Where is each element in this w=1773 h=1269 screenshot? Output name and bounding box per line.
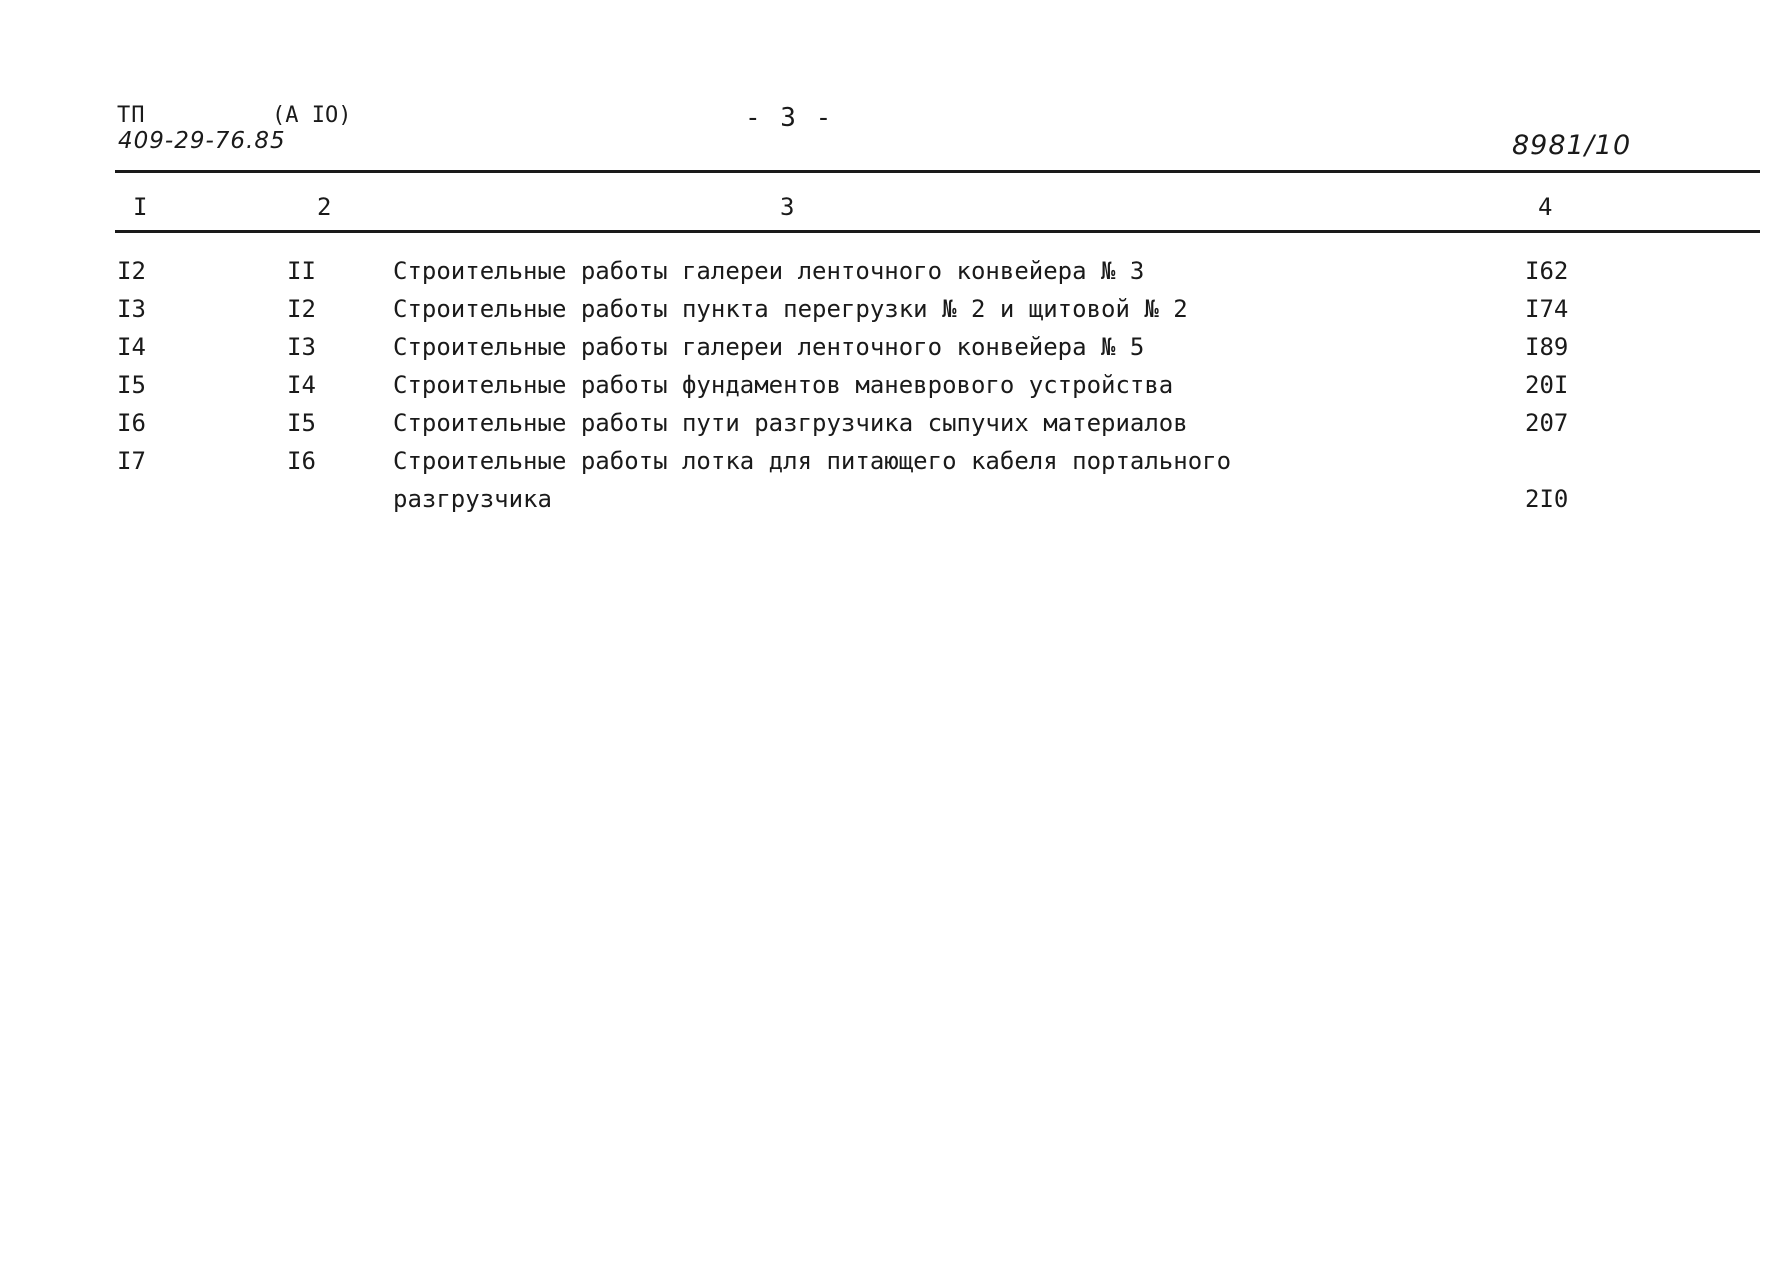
project-code-prefix: ТП	[117, 103, 146, 128]
row-number: I3	[117, 295, 146, 323]
section-number: I2	[287, 295, 316, 323]
section-title-continuation: разгрузчика	[393, 485, 552, 513]
column-header-2: 2	[317, 193, 332, 221]
row-number: I5	[117, 371, 146, 399]
page-number: - 3 -	[745, 103, 834, 133]
section-title: Строительные работы галереи ленточного конвейера № 3	[393, 257, 1145, 285]
row-number: I7	[117, 447, 146, 475]
section-number: I5	[287, 409, 316, 437]
table-row	[0, 442, 1773, 480]
row-number: I2	[117, 257, 146, 285]
page-ref: 20I	[1525, 371, 1569, 399]
table-row	[0, 366, 1773, 404]
page-ref: I89	[1525, 333, 1569, 361]
table-header-rule	[115, 230, 1760, 233]
row-number: I6	[117, 409, 146, 437]
page-ref: I62	[1525, 257, 1569, 285]
page-ref: I74	[1525, 295, 1569, 323]
section-title: Строительные работы пункта перегрузки № 2 и щитовой № 2	[393, 295, 1188, 323]
column-header-1: I	[133, 193, 148, 221]
project-code-number: 409-29-76.85	[118, 128, 286, 154]
section-title: Строительные работы пути разгрузчика сыпучих материалов	[393, 409, 1188, 437]
row-number: I4	[117, 333, 146, 361]
section-title: Строительные работы галереи ленточного конвейера № 5	[393, 333, 1145, 361]
column-header-3: 3	[780, 193, 795, 221]
section-number: I3	[287, 333, 316, 361]
table-row	[0, 290, 1773, 328]
section-title: Строительные работы фундаментов маневрового устройства	[393, 371, 1174, 399]
section-number: II	[287, 257, 316, 285]
section-number: I4	[287, 371, 316, 399]
page-ref: 2I0	[1525, 485, 1569, 513]
page-ref: 207	[1525, 409, 1569, 437]
column-header-4: 4	[1538, 193, 1553, 221]
table-row	[0, 404, 1773, 442]
album-number: (А IО)	[272, 103, 352, 128]
section-title: Строительные работы лотка для питающего кабеля портального	[393, 447, 1232, 475]
section-number: I6	[287, 447, 316, 475]
table-row	[0, 480, 1773, 518]
table-row	[0, 328, 1773, 366]
table-top-rule	[115, 170, 1760, 173]
table-row	[0, 252, 1773, 290]
inventory-number: 8981/10	[1512, 130, 1632, 161]
